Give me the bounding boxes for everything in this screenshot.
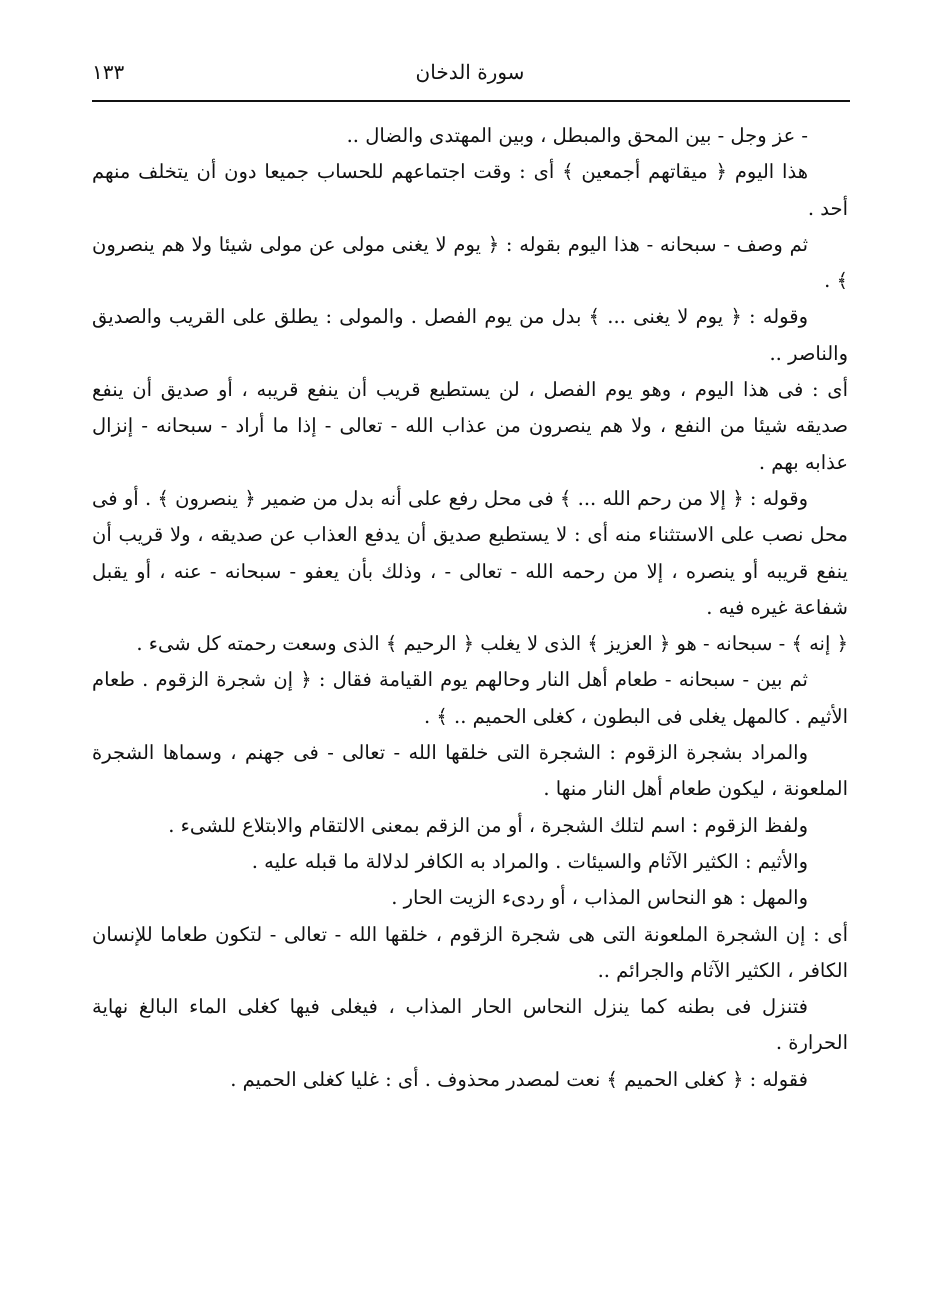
header-rule — [92, 100, 850, 102]
paragraph: ثم بين - سبحانه - طعام أهل النار وحالهم يوم القيامة فقال : ﴿ إن شجرة الزقوم . طعام الأثيم . كالمهل يغلى فى البطون ، كغلى الحميم .. ﴾ . — [92, 668, 848, 728]
paragraph: أى : فى هذا اليوم ، وهو يوم الفصل ، لن يستطيع قريب أن ينفع قريبه ، أو صديق أن ينفع صديقه شيئا من النفع ، ولا هم ينصرون من عذاب الله - تعالى - إذا ما أراد - سبحانه - إنزال عذابه بهم . — [92, 378, 848, 474]
paragraph: - عز وجل - بين المحق والمبطل ، وبين المهتدى والضال .. — [346, 124, 808, 147]
paragraph: وقوله : ﴿ يوم لا يغنى ... ﴾ بدل من يوم الفصل . والمولى : يطلق على القريب والصديق والناصر .. — [92, 305, 848, 365]
paragraph: فقوله : ﴿ كغلى الحميم ﴾ نعت لمصدر محذوف . أى : غليا كغلى الحميم . — [230, 1067, 808, 1091]
paragraph: والمهل : هو النحاس المذاب ، أو ردىء الزيت الحار . — [391, 886, 808, 910]
paragraph: ثم وصف - سبحانه - هذا اليوم بقوله : ﴿ يوم لا يغنى مولى عن مولى شيئا ولا هم ينصرون ﴾ . — [92, 232, 848, 293]
paragraph: أى : إن الشجرة الملعونة التى هى شجرة الزقوم ، خلقها الله - تعالى - لتكون طعاما للإنسان الكافر ، الكثير الآثام والجرائم .. — [92, 922, 848, 982]
tafsir-body — [92, 118, 848, 1098]
paragraph: والأثيم : الكثير الآثام والسيئات . والمراد به الكافر لدلالة ما قبله عليه . — [251, 849, 808, 873]
paragraph: فتنزل فى بطنه كما ينزل النحاس الحار المذاب ، فيغلى فيها كغلى الماء البالغ نهاية الحرارة . — [92, 995, 848, 1055]
surah-title: سورة الدخان — [415, 60, 525, 84]
paragraph: ولفظ الزقوم : اسم لتلك الشجرة ، أو من الزقم بمعنى الالتقام والابتلاع للشىء . — [168, 813, 808, 837]
paragraph: هذا اليوم ﴿ ميقاتهم أجمعين ﴾ أى : وقت اجتماعهم للحساب جميعا دون أن يتخلف منهم أحد . — [92, 160, 848, 220]
page-header — [92, 58, 848, 98]
paragraph: والمراد بشجرة الزقوم : الشجرة التى خلقها الله - تعالى - فى جهنم ، وسماها الشجرة الملعونة ، ليكون طعام أهل النار منها . — [92, 741, 848, 801]
paragraph: وقوله : ﴿ إلا من رحم الله ... ﴾ فى محل رفع على أنه بدل من ضمير ﴿ ينصرون ﴾ . أو فى محل نصب على الاستثناء منه أى : لا يستطيع صديق أن يدفع العذاب عن صديقه ، ولا قريب أن ينفع قريبه أو ينصره ، إلا من رحمه الله - تعالى - ، وذلك بأن يعفو - سبحانه - عنه ، أو يقبل شفاعة غيره فيه . — [92, 486, 848, 619]
page-number: ١٣٣ — [92, 60, 125, 84]
paragraph: ﴿ إنه ﴾ - سبحانه - هو ﴿ العزيز ﴾ الذى لا يغلب ﴿ الرحيم ﴾ الذى وسعت رحمته كل شىء . — [136, 632, 848, 656]
